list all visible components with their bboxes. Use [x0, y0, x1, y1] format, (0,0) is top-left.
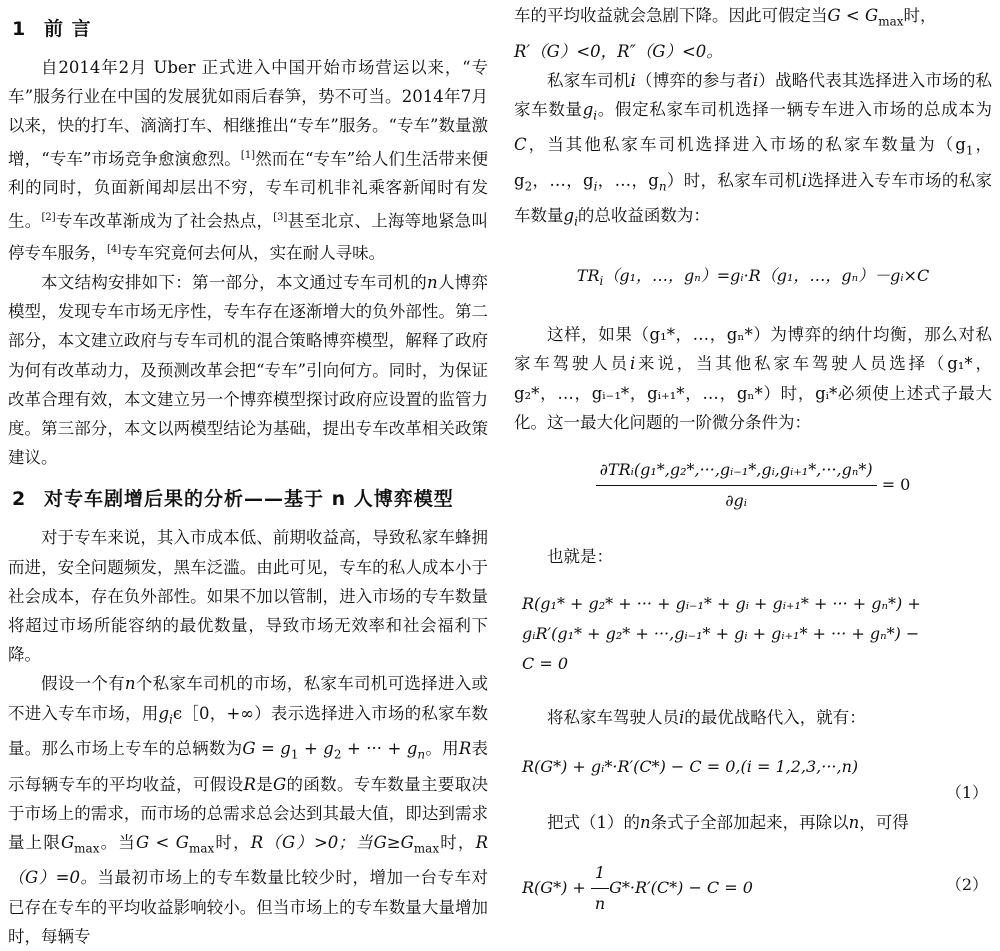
- nash-text-a: 这样，如果（g₁*，…，gₙ*）为博弈的纳什均衡，那么对私家车驾驶人员: [514, 325, 992, 374]
- strategy-text-j: 选择进入专车市场的私家车数量: [514, 170, 993, 226]
- subscript-2: 2: [524, 179, 533, 194]
- equation-1: [522, 754, 992, 803]
- externality-text: 对于专车来说，其入市成本低、前期收益高，导致私家车蜂拥而进，安全问题频发，黑车泛滥。由此可见，专车的私人成本小于社会成本，存在负外部性。如果不加以管制，进入市场的专车数量将超过市场所能容纳的最优数量，导致市场无效率和社会福利下降。: [8, 528, 488, 665]
- var-G: G: [273, 774, 287, 794]
- model-text-a: 假设一个有: [41, 674, 125, 694]
- citation-2: [2]: [41, 211, 56, 223]
- equation-expanded: [522, 589, 992, 679]
- strategy-text-h: ，…，g: [597, 170, 659, 190]
- model-text-g: 的函数。专车数量主要取决于市场上的需求，而市场的总需求总会达到其最大值，即达到需求量上限: [8, 774, 489, 852]
- subscript-n: n: [658, 179, 667, 194]
- strategy-text-g: ，…，g: [532, 170, 594, 190]
- equation-2-number: （2）: [945, 874, 988, 894]
- equals-zero: = 0: [881, 474, 911, 494]
- equation-total-revenue: [514, 263, 992, 294]
- model-text-h: 。当: [99, 832, 136, 852]
- structure-text-b: 人博弈模型，发现专车市场无序性，专车存在逐渐增大的负外部性。第二部分，本文建立政府与专车司机的混合策略博弈模型，解释了政府为何有改革动力，及预测改革会把“专车”引向何方。同时，为保证改革合理有效，本文建立另一个博弈模型探讨政府应设置的监管力度。第三部分，本文以两模型结论为基础，提出专车改革相关政策建议。: [8, 272, 489, 468]
- equation-2-part-b: G*·R′(C*) − C = 0: [609, 877, 753, 897]
- var-n: n: [124, 674, 136, 694]
- subscript-i: i: [169, 711, 173, 726]
- equation-2: [522, 860, 992, 917]
- var-R: R: [458, 739, 472, 759]
- right-paragraph-1: [514, 66, 992, 237]
- strategy-text-i: ）时，私家车司机: [666, 170, 802, 190]
- var-g: g: [582, 99, 594, 119]
- subscript-n: n: [417, 747, 426, 762]
- tr-symbol: TR: [576, 265, 600, 285]
- var-n: n: [427, 272, 438, 292]
- var-i: i: [629, 354, 636, 374]
- fraction-denominator: ∂gᵢ: [725, 490, 747, 510]
- strategy-text-d: 。假定私家车司机选择一辆专车进入市场的总成本为: [597, 99, 993, 119]
- citation-4: [4]: [107, 244, 122, 256]
- section-2-heading: [12, 484, 488, 511]
- fraction-numerator: ∂TRᵢ(g₁*,g₂*,···,gᵢ₋₁*,gᵢ,gᵢ₊₁*,···,gₙ*): [596, 457, 877, 486]
- var-R: R: [243, 774, 256, 794]
- fraction-numerator: 1: [591, 860, 609, 889]
- sum-text-c: ，可得: [859, 813, 909, 833]
- equation-first-order-condition: [514, 457, 992, 514]
- substitute-text-b: 的最优战略代入，就有：: [684, 708, 866, 728]
- cont-text-a: 车的平均收益就会急剧下降。因此可假定当: [514, 6, 828, 25]
- condition-2: G≥G: [373, 832, 414, 852]
- var-G: G: [60, 832, 75, 852]
- eq-line-2: gᵢR′(g₁* + g₂* + ···,gᵢ₋₁* + gᵢ + gᵢ₊₁* + ··· + gₙ*) −: [522, 624, 920, 644]
- section-2-number: 2: [12, 488, 27, 511]
- intro-text-e: 专车究竟何去何从，实在耐人寻味。: [121, 243, 386, 263]
- total-G-eq-3: + ··· + g: [341, 739, 418, 759]
- subscript-max: max: [878, 14, 904, 29]
- var-n: n: [848, 813, 860, 833]
- citation-1: [1]: [240, 149, 256, 161]
- that-is-text: 也就是：: [547, 546, 613, 566]
- right-paragraph-5: [514, 808, 992, 837]
- model-text-f: 是: [255, 774, 274, 794]
- intro-text-c: 专车改革渐成为了社会热点，: [55, 211, 274, 231]
- equation-2-part-a: R(G*) +: [522, 877, 591, 897]
- section-2-paragraph-2: [8, 669, 488, 951]
- var-g: g: [563, 206, 575, 226]
- intro-text-a: 自2014年2月 Uber 正式进入中国开始市场营运以来，“专车”服务行业在中国的发展犹如雨后春笋，势不可当。2014年7月以来，快的打车、滴滴打车、相继推出“专车”服务。“专车”数量激增，“专车”市场竞争愈演愈烈。: [8, 58, 488, 169]
- strategy-text-e: ，当其他私家车司机选择进入市场的私家车数量为（g: [526, 135, 966, 155]
- var-i: i: [801, 170, 807, 190]
- subscript-1: 1: [290, 747, 299, 762]
- var-n: n: [640, 813, 651, 833]
- cont-text-b: 时，: [903, 6, 937, 25]
- var-g: g: [158, 703, 169, 723]
- sum-text-a: 把式（1）的: [547, 813, 640, 833]
- total-G-eq-2: + g: [298, 739, 334, 759]
- tr-formula: （g₁，…，gₙ）=gᵢ·R（g₁，…，gₙ）－gᵢ×C: [603, 265, 930, 285]
- section-1-title: 前 言: [44, 18, 92, 40]
- strategy-text-k: 的总收益函数为：: [577, 206, 710, 226]
- section-2-paragraph-1: [8, 523, 488, 669]
- model-text-d: 。用: [425, 739, 459, 759]
- subscript-i: i: [574, 214, 578, 229]
- model-text-c: ϵ［0，+∞）表示选择进入市场的私家车数量。那么市场上专车的总辆数为: [8, 703, 489, 759]
- subscript-1: 1: [965, 143, 974, 158]
- subscript-i: i: [599, 274, 604, 289]
- right-paragraph-0: [514, 1, 992, 66]
- right-paragraph-2: [514, 320, 992, 437]
- condition-R-zero: R（G）=0。: [8, 832, 488, 888]
- model-text-k: 当最初市场上的专车数量比较少时，增加一台专车对已存在专车的平均收益影响较小。但当市场上的专车数量大量增加时，每辆专: [8, 868, 489, 946]
- substitute-text-a: 将私家车驾驶人员: [547, 708, 679, 728]
- condition-3: G < G: [827, 6, 879, 25]
- strategy-text-f: ，g: [514, 135, 992, 190]
- total-G-eq: G = g: [242, 739, 291, 759]
- strategy-text-c: ）战略代表其选择进入市场的私家车数量: [514, 70, 993, 119]
- right-column: [514, 0, 992, 917]
- eq-line-1: R(g₁* + g₂* + ··· + gᵢ₋₁* + gᵢ + gᵢ₊₁* + ··· + gₙ*) +: [522, 594, 921, 614]
- structure-text-a: 本文结构安排如下：第一部分，本文通过专车司机的: [41, 272, 428, 292]
- var-i: i: [630, 70, 636, 90]
- section-1-heading: [12, 14, 488, 41]
- strategy-text-a: 私家车司机: [547, 70, 631, 90]
- intro-paragraph-1: [8, 53, 488, 268]
- citation-3: [3]: [273, 211, 288, 223]
- intro-text-b: 然而在“专车”给人们生活带来便利的同时，负面新闻却层出不穷，专车司机非礼乘客新闻时有发生。: [8, 149, 489, 231]
- intro-text-d: 甚至北京、上海等地紧急叫停专车服务，: [8, 211, 489, 263]
- nash-text-b: 来说，当其他私家车驾驶人员选择（g₁*，g₂*，…，gᵢ₋₁*，gᵢ₊₁*，…，gₙ*）时，gᵢ*必须使上述式子最大化。这一最大化问题的一阶微分条件为：: [514, 354, 992, 432]
- condition-1: G < G: [135, 832, 189, 852]
- var-i: i: [679, 708, 685, 728]
- var-C: C: [514, 135, 527, 155]
- partial-derivative-fraction: [596, 457, 877, 514]
- fraction-denominator: n: [594, 893, 606, 913]
- subscript-max: max: [413, 841, 440, 856]
- condition-R-positive: R（G）>0；当: [250, 832, 374, 852]
- subscript-max: max: [74, 841, 100, 856]
- section-2-title: 对专车剧增后果的分析——基于 n 人博弈模型: [44, 488, 454, 511]
- right-paragraph-3: [514, 542, 992, 571]
- subscript-i: i: [593, 179, 598, 194]
- left-column: [8, 0, 488, 951]
- subscript-2: 2: [333, 747, 342, 762]
- model-text-b: 个私家车司机的市场，私家车司机可选择进入或不进入专车市场，用: [8, 674, 489, 723]
- intro-paragraph-2: [8, 268, 488, 472]
- subscript-i: i: [593, 108, 598, 123]
- var-i: i: [752, 70, 759, 90]
- equation-1-body: R(G*) + gᵢ*·R′(C*) − C = 0,(i = 1,2,3,···,n): [522, 757, 859, 777]
- equation-1-number: （1）: [945, 783, 988, 803]
- subscript-max: max: [188, 841, 215, 856]
- model-text-i: 时，: [214, 832, 251, 852]
- model-text-j: 时，: [439, 832, 476, 852]
- section-1-number: 1: [12, 18, 27, 40]
- model-text-e: 表示每辆专车的平均收益，可假设: [8, 739, 489, 794]
- eq-line-3: C = 0: [522, 654, 568, 674]
- sum-text-b: 条式子全部加起来，再除以: [650, 813, 849, 833]
- one-over-n-fraction: [591, 860, 609, 917]
- derivative-conditions: R′（G）<0，R″（G）<0。: [514, 41, 723, 61]
- right-paragraph-4: [514, 703, 992, 732]
- strategy-text-b: （博弈的参与者: [635, 70, 753, 90]
